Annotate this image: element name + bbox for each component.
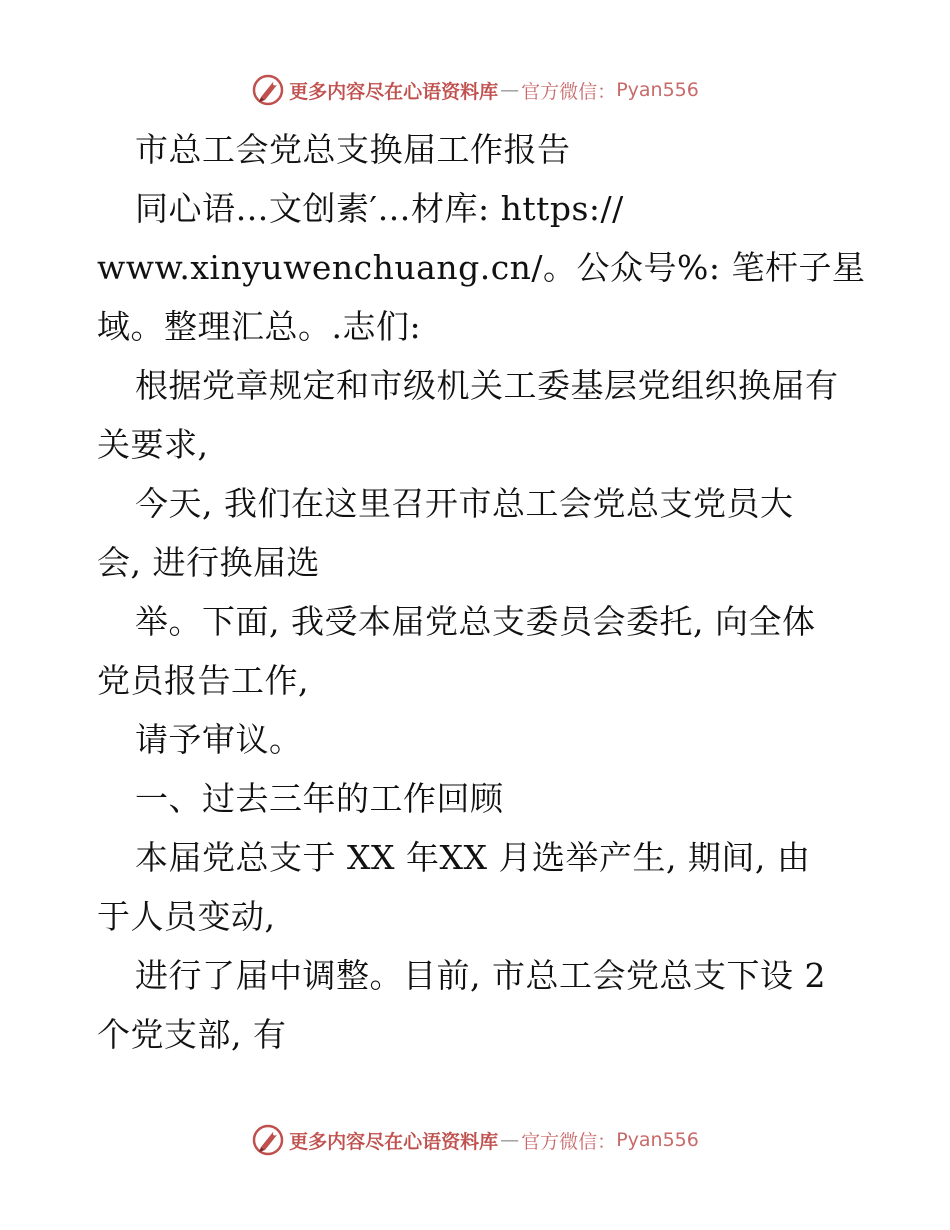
pen-logo-icon (251, 73, 285, 107)
header-banner (0, 70, 950, 110)
text-line: 进行了届中调整。目前, 市总工会党总支下设 2 (135, 956, 826, 995)
banner-account: Pyan556 (616, 79, 699, 101)
text-line: www.xinyuwenchuang.cn/。公众号%: 笔杆子星 (97, 248, 866, 287)
text-line: 于人员变动, (97, 897, 276, 936)
footer-banner (0, 1120, 950, 1160)
text-line: 关要求, (97, 425, 209, 464)
banner-dash: — (500, 1129, 520, 1151)
banner-prefix: 更多内容尽在心语资料库 (289, 1130, 499, 1153)
pen-logo-icon (251, 1123, 285, 1157)
banner-suffix: 官方微信： (521, 1130, 617, 1153)
document-body (97, 120, 866, 1064)
banner-suffix: 官方微信： (521, 80, 617, 103)
banner-account: Pyan556 (616, 1129, 699, 1151)
banner-prefix: 更多内容尽在心语资料库 (289, 80, 499, 103)
text-line: 今天, 我们在这里召开市总工会党总支党员大 (135, 484, 794, 523)
text-line: 党员报告工作, (97, 661, 309, 700)
text-line: 根据党章规定和市级机关工委基层党组织换届有 (135, 366, 839, 405)
text-line: 会, 进行换届选 (97, 543, 320, 582)
text-line: 本届党总支于 XX 年XX 月选举产生, 期间, 由 (135, 838, 811, 877)
document-title: 市总工会党总支换届工作报告 (135, 130, 571, 169)
text-line: 同心语…文创素′…材库: https:// (135, 189, 624, 228)
text-line: 请予审议。 (135, 720, 303, 759)
text-line: 域。整理汇总。.志们: (97, 307, 422, 346)
section-heading: 一、过去三年的工作回顾 (135, 779, 504, 818)
text-line: 举。下面, 我受本届党总支委员会委托, 向全体 (135, 602, 816, 641)
banner-dash: — (500, 79, 520, 101)
text-line: 个党支部, 有 (97, 1015, 287, 1054)
